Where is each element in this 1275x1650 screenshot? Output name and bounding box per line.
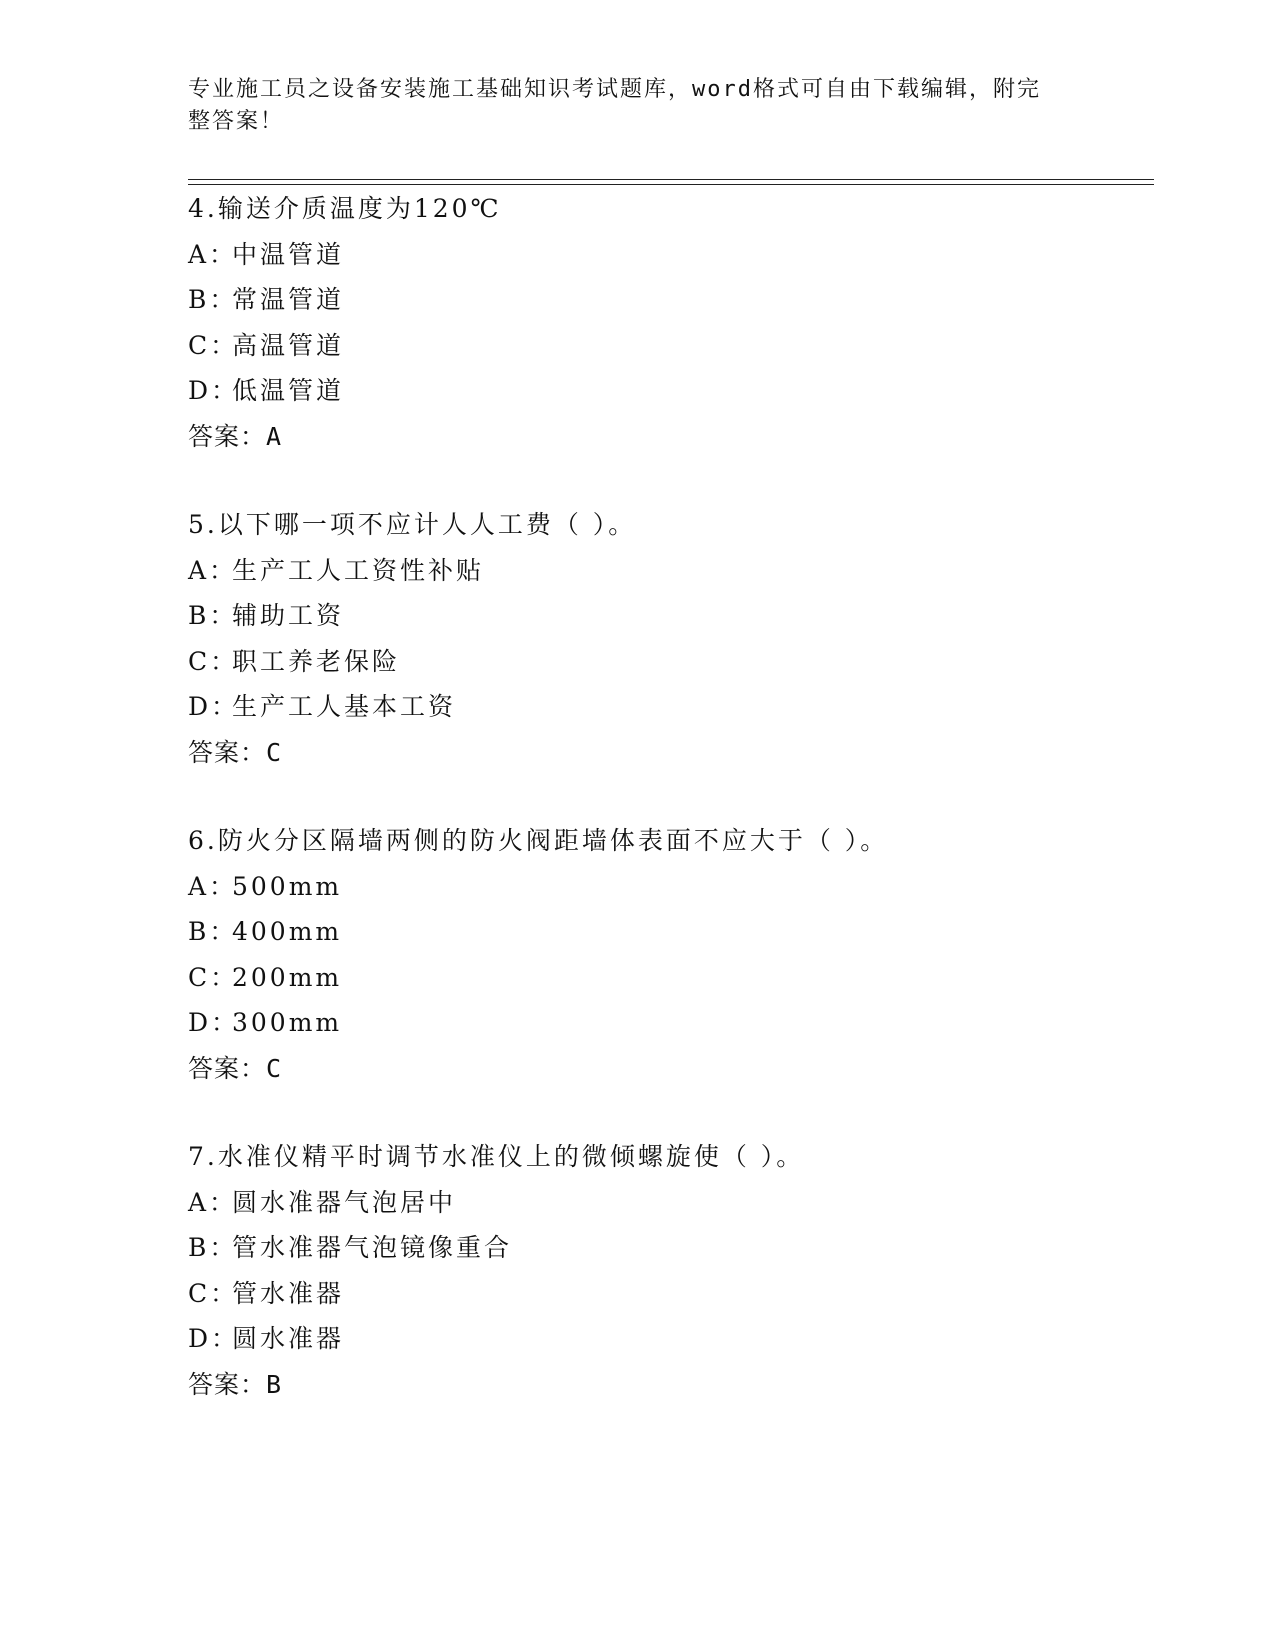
option-label: D： xyxy=(188,376,240,405)
answer-line: 答案：A xyxy=(188,421,283,451)
option-text: 常温管道 xyxy=(232,285,345,314)
option-a xyxy=(188,548,1148,594)
option-d xyxy=(188,684,1148,730)
option-text: 辅助工资 xyxy=(232,601,345,630)
option-text: 职工养老保险 xyxy=(232,646,401,676)
header-divider-top xyxy=(188,179,1154,180)
option-text: 低温管道 xyxy=(232,376,345,405)
option-c xyxy=(188,1271,1148,1317)
option-d xyxy=(188,1316,1148,1362)
option-text: 500mm xyxy=(232,871,343,901)
option-text: 圆水准器气泡居中 xyxy=(232,1187,457,1217)
option-a xyxy=(188,864,1148,910)
option-text: 管水准器气泡镜像重合 xyxy=(232,1233,513,1262)
option-a xyxy=(188,1180,1148,1226)
option-label: A： xyxy=(188,1187,238,1217)
question-title: 4.输送介质温度为120℃ xyxy=(188,194,502,223)
question-title: 7.水准仪精平时调节水准仪上的微倾螺旋使（ ）。 xyxy=(188,1142,805,1171)
option-text: 300mm xyxy=(232,1008,343,1037)
header-line-1: 专业施工员之设备安装施工基础知识考试题库，word格式可自由下载编辑，附完 xyxy=(188,77,1041,102)
answer-line: 答案：C xyxy=(188,1053,283,1083)
option-label: B： xyxy=(188,1233,238,1262)
option-label: A： xyxy=(188,871,238,901)
question-7 xyxy=(188,1134,1148,1407)
question-title: 6.防火分区隔墙两侧的防火阀距墙体表面不应大于（ ）。 xyxy=(188,826,889,855)
option-text: 中温管道 xyxy=(232,239,345,269)
option-label: D： xyxy=(188,1324,240,1353)
option-label: A： xyxy=(188,555,238,585)
option-text: 生产工人工资性补贴 xyxy=(232,555,485,585)
question-4 xyxy=(188,186,1148,459)
option-b xyxy=(188,909,1148,955)
option-label: B： xyxy=(188,601,238,630)
option-label: C： xyxy=(188,962,239,992)
option-label: D： xyxy=(188,692,240,721)
document-header xyxy=(188,74,1068,138)
option-b xyxy=(188,593,1148,639)
option-label: D： xyxy=(188,1008,240,1037)
question-6 xyxy=(188,818,1148,1091)
option-text: 生产工人基本工资 xyxy=(232,692,457,721)
option-label: C： xyxy=(188,330,239,360)
option-label: B： xyxy=(188,917,238,946)
answer-line: 答案：C xyxy=(188,737,283,767)
option-b xyxy=(188,1225,1148,1271)
option-label: A： xyxy=(188,239,238,269)
option-c xyxy=(188,639,1148,685)
option-c xyxy=(188,323,1148,369)
answer-line: 答案：B xyxy=(188,1369,283,1399)
option-text: 高温管道 xyxy=(232,330,345,360)
option-label: B： xyxy=(188,285,238,314)
option-b xyxy=(188,277,1148,323)
option-a xyxy=(188,232,1148,278)
option-text: 管水准器 xyxy=(232,1278,345,1308)
option-label: C： xyxy=(188,1278,239,1308)
option-d xyxy=(188,368,1148,414)
header-line-2: 整答案！ xyxy=(188,109,285,134)
option-c xyxy=(188,955,1148,1001)
option-label: C： xyxy=(188,646,239,676)
option-d xyxy=(188,1000,1148,1046)
question-5 xyxy=(188,502,1148,775)
option-text: 400mm xyxy=(232,917,343,946)
header-divider-bottom xyxy=(188,184,1154,185)
question-title: 5.以下哪一项不应计人人工费（ ）。 xyxy=(188,510,637,539)
option-text: 圆水准器 xyxy=(232,1324,345,1353)
option-text: 200mm xyxy=(232,962,343,992)
